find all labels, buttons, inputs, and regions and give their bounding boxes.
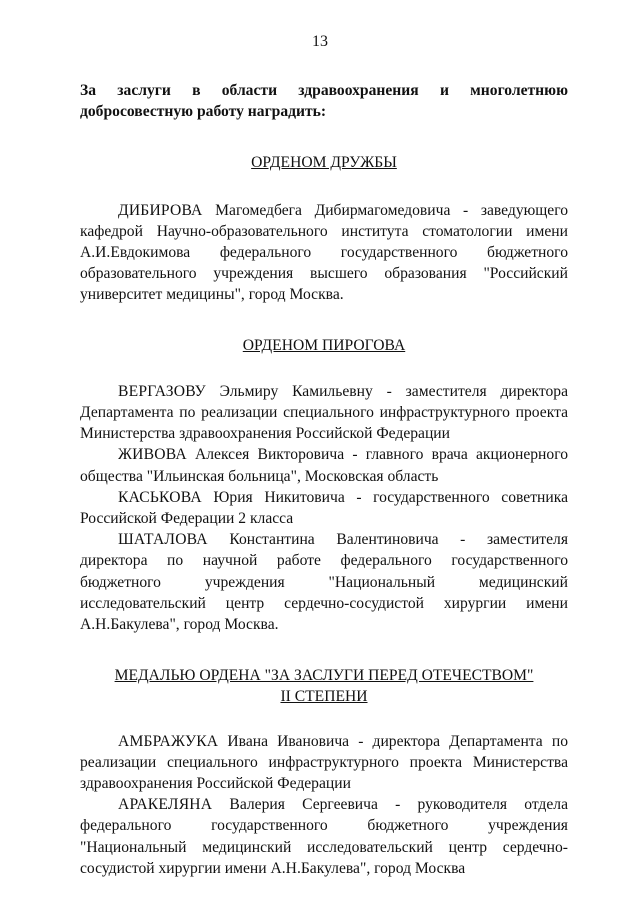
recipient-surname: ВЕРГАЗОВУ — [118, 382, 206, 400]
award-entry — [80, 381, 568, 445]
recipient-surname: КАСЬКОВА — [118, 488, 202, 506]
award-entry — [80, 444, 568, 486]
award-entry — [80, 200, 568, 306]
award-entry — [80, 487, 568, 529]
award-entry — [80, 794, 568, 879]
award-section-pirogov-order — [80, 381, 568, 635]
award-title-friendship-order: ОРДЕНОМ ДРУЖБЫ — [251, 154, 397, 172]
award-section-friendship-order — [80, 200, 568, 306]
recipient-details: Эльмиру Камильевну - заместителя директора Департамента по реализации специального инфраструктурного проекта Министерства здравоохранения Российской Федерации — [80, 382, 568, 443]
recipient-surname: ЖИВОВА — [118, 446, 187, 464]
recipient-details: Валерия Сергеевича - руководителя отдела федерального государственного бюджетного учреждения "Национальный медицинский исследовательский центр сердечно-сосудистой хирургии имени А.Н.Бакулева", город Москва — [80, 796, 568, 877]
decree-intro: За заслуги в области здравоохранения и многолетнюю добросовестную работу наградить: — [80, 82, 568, 121]
award-entry — [80, 529, 568, 635]
recipient-details: Юрия Никитовича - государственного советника Российской Федерации 2 класса — [80, 488, 568, 528]
award-title-pirogov-order: ОРДЕНОМ ПИРОГОВА — [242, 336, 406, 354]
award-title-line: II СТЕПЕНИ — [280, 688, 368, 706]
award-section-merit-medal — [80, 731, 568, 879]
award-title-line: МЕДАЛЬЮ ОРДЕНА "ЗА ЗАСЛУГИ ПЕРЕД ОТЕЧЕСТВОМ" — [114, 667, 534, 685]
page-number: 13 — [312, 33, 328, 50]
recipient-details: Константина Валентиновича - заместителя директора по научной работе федерального государственного бюджетного учреждения "Национальный медицинский исследовательский центр сердечно-сосудистой хирургии имени А.Н.Бакулева", город Москва. — [80, 531, 568, 634]
recipient-details: Ивана Ивановича - директора Департамента по реализации специального инфраструктурного проекта Министерства здравоохранения Российской Федерации — [80, 732, 568, 793]
recipient-details: Алексея Викторовича - главного врача акционерного общества "Ильинская больница", Московская область — [80, 446, 568, 485]
recipient-surname: ШАТАЛОВА — [118, 531, 208, 549]
document-body — [80, 80, 568, 879]
recipient-details: Магомедбега Дибирмагомедовича - заведующего кафедрой Научно-образовательного института стоматологии имени А.И.Евдокимова федерального государственного бюджетного образовательного учреждения высшего образования "Российский университет медицины", город Москва. — [80, 201, 568, 304]
recipient-surname: АМБРАЖУКА — [118, 732, 219, 750]
recipient-surname: АРАКЕЛЯНА — [118, 796, 213, 814]
award-entry — [80, 731, 568, 795]
award-title-merit-medal — [80, 665, 568, 707]
recipient-surname: ДИБИРОВА — [118, 201, 203, 219]
